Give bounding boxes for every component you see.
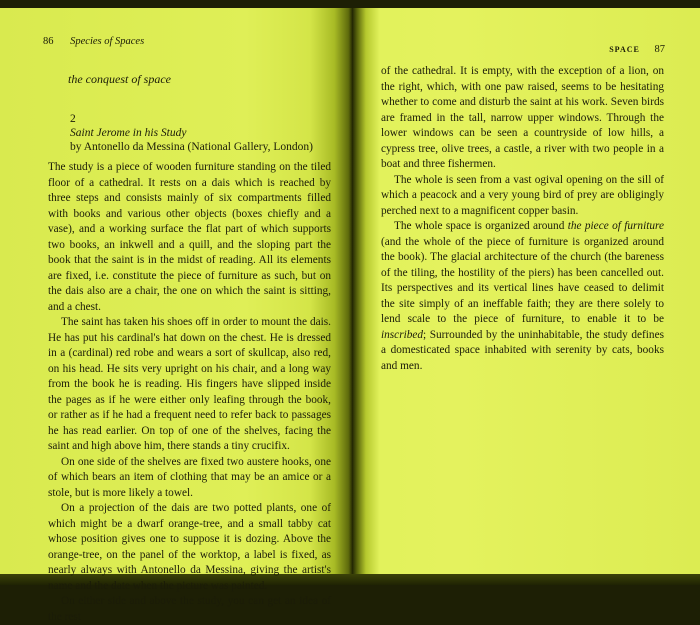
- paragraph: of the cathedral. It is empty, with the exception of a lion, on the right, which, with one paw raised, seems to be hesitating whether to come and disturb the saint at his work. Seven birds are framed in the tall, narrow upper windows. Through the lower windows can be seen a countryside of low hills, a cypress tree, olive trees, a castle, a river with two people in a boat and three fishermen.: [381, 65, 664, 170]
- caption-attribution: by Antonello da Messina (National Gallery, London): [70, 141, 313, 153]
- text-run: ; Surrounded by the uninhabitable, the study defines a domesticated space inhabited with serenity by cats, books and men.: [381, 328, 664, 372]
- caption-work-title: Saint Jerome in his Study: [70, 127, 187, 139]
- artwork-caption: [70, 112, 313, 154]
- caption-number: 2: [70, 113, 76, 125]
- paragraph: The study is a piece of wooden furniture standing on the tiled floor of a cathedral. It rests on a dais which is reached by three steps and consists mainly of six compartments filled with books and various other objects (boxes chiefly and a vase), and a working surface the flat part of which supports two books, an inkwell and a quill, and the sloping part the book that the saint is in the midst of reading. All its elements are fixed, i.e. constitute the piece of furniture as such, but on the dais also are a chair, the one on which the saint is sitting, and a chest.: [48, 161, 331, 313]
- right-body-text: [381, 64, 664, 374]
- paragraph: On a projection of the dais are two potted plants, one of which might be a dwarf orange-tree, and a small tabby cat whose position gives one to suppose it is dozing. Above the orange-tree, on the panel of the worktop, a label is fixed, as nearly always with Antonello da Messina, giving the artist's name and the date when the picture was painted.: [48, 502, 331, 592]
- right-running-head: [609, 44, 665, 55]
- paragraph: [381, 219, 664, 374]
- page-number-right: 87: [654, 44, 665, 55]
- paragraph: The saint has taken his shoes off in order to mount the dais. He has put his cardinal's hat down on the chest. He is dressed in a (cardinal) red robe and wears a sort of skullcap, also red, on his head. He sits very upright on his chair, and a long way from the book he is reading. His fingers have slipped inside the pages as if he were either only leafing through the book, or rather as if he had a frequent need to refer back to passages he has read earlier. On top of one of the shelves, facing the saint and high above him, there stands a tiny crucifix.: [48, 316, 331, 452]
- paragraph: The whole is seen from a vast ogival opening on the sill of which a peacock and a very young bird of prey are obligingly perched next to a magnificent copper basin.: [381, 173, 664, 217]
- section-title: the conquest of space: [68, 72, 171, 86]
- book-title: Species of Spaces: [70, 36, 145, 47]
- page-number-left: 86: [43, 36, 54, 47]
- left-running-head: [43, 36, 144, 47]
- left-body-text: [48, 160, 331, 625]
- text-run: (and the whole of the piece of furniture is organized around the book). The glacial architecture of the church (the bareness of the tiling, the hostility of the piers) has been cancelled out. Its perspectives and its vertical lines have ceased to delimit the site simply of an ineffable faith; they are there solely to lend scale to the piece of furniture, to enable it to be: [381, 235, 664, 325]
- chapter-title: SPACE: [609, 45, 640, 54]
- paragraph: On one side of the shelves are fixed two austere hooks, one of which bears an item of clothing that may be an amice or a stole, but is more likely a towel.: [48, 455, 331, 499]
- text-run: The whole space is organized around: [394, 220, 568, 232]
- italic-emphasis: the piece of furniture: [567, 220, 664, 232]
- paragraph: On either side and above the study, you can get an idea of the rest: [48, 595, 331, 623]
- italic-emphasis: inscribed: [381, 328, 424, 341]
